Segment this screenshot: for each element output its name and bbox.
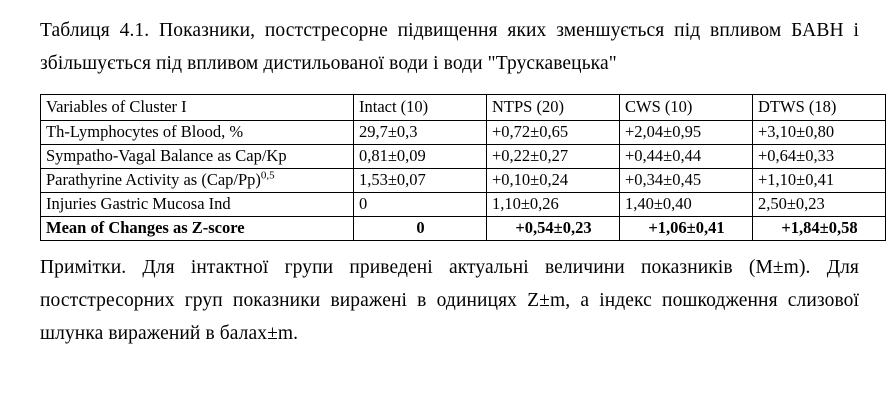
column-header-dtws: DTWS (18)	[753, 95, 886, 121]
row-label-exponent: 0,5	[260, 169, 275, 182]
cell-intact: 0,81±0,09	[354, 145, 487, 169]
cell-dtws: +1,10±0,41	[753, 169, 886, 193]
cell-cws: 1,40±0,40	[620, 193, 753, 217]
table-row	[41, 145, 886, 169]
total-cell-dtws: +1,84±0,58	[753, 217, 886, 241]
cell-intact: 0	[354, 193, 487, 217]
column-header-intact: Intact (10)	[354, 95, 487, 121]
cell-ntps: +0,22±0,27	[487, 145, 620, 169]
cell-cws: +0,34±0,45	[620, 169, 753, 193]
cell-dtws: +0,64±0,33	[753, 145, 886, 169]
cell-ntps: +0,72±0,65	[487, 121, 620, 145]
column-header-ntps: NTPS (20)	[487, 95, 620, 121]
table-container	[40, 94, 858, 241]
total-cell-ntps: +0,54±0,23	[487, 217, 620, 241]
cell-intact: 29,7±0,3	[354, 121, 487, 145]
table-row	[41, 169, 886, 193]
row-label-text: Parathyrine Activity as (Cap/Pp)	[46, 170, 261, 190]
total-cell-intact: 0	[354, 217, 487, 241]
table-caption: Таблиця 4.1. Показники, постстресорне підвищення яких зменшується під впливом БАВН і збільшується під впливом дистильованої води і води "Трускавецька"	[40, 20, 859, 74]
row-label: Th-Lymphocytes of Blood, %	[41, 121, 354, 145]
row-label: Sympatho-Vagal Balance as Cap/Kp	[41, 145, 354, 169]
table-row	[41, 121, 886, 145]
total-cell-cws: +1,06±0,41	[620, 217, 753, 241]
table-notes: Примітки. Для інтактної групи приведені актуальні величини показників (M±m). Для постстресорних груп показники виражені в одиницях Z±m, а індекс пошкодження слизової шлунка виражений в балах±m.	[40, 257, 859, 344]
cell-dtws: +3,10±0,80	[753, 121, 886, 145]
cell-cws: +0,44±0,44	[620, 145, 753, 169]
table-total-row	[41, 217, 886, 241]
row-label: Injuries Gastric Mucosa Ind	[41, 193, 354, 217]
cell-ntps: +0,10±0,24	[487, 169, 620, 193]
cluster-variables-table	[40, 94, 886, 241]
table-header-row	[41, 95, 886, 121]
total-row-label: Mean of Changes as Z-score	[41, 217, 354, 241]
cell-intact: 1,53±0,07	[354, 169, 487, 193]
table-row	[41, 193, 886, 217]
cell-ntps: 1,10±0,26	[487, 193, 620, 217]
column-header-cws: CWS (10)	[620, 95, 753, 121]
column-header-variables: Variables of Cluster I	[41, 95, 354, 121]
cell-dtws: 2,50±0,23	[753, 193, 886, 217]
cell-cws: +2,04±0,95	[620, 121, 753, 145]
row-label	[41, 169, 354, 193]
